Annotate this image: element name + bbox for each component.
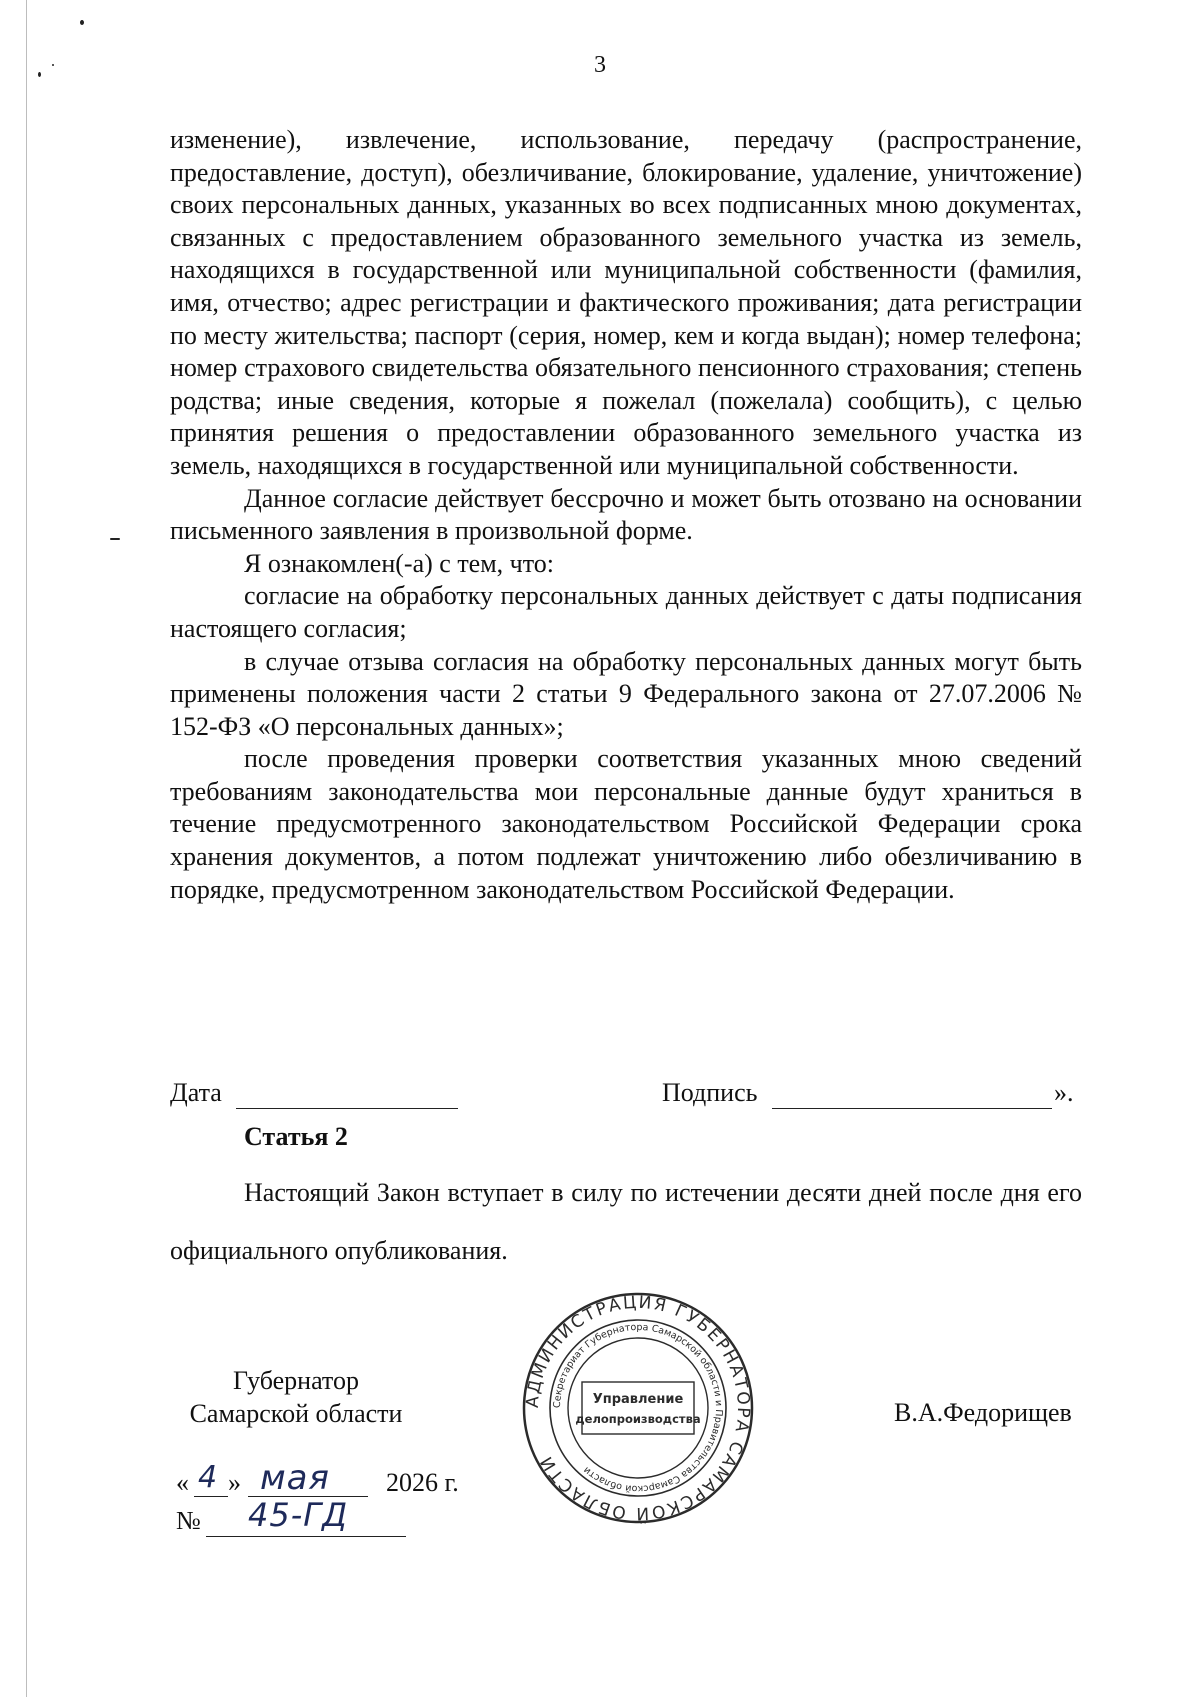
seal-outer-text: АДМИНИСТРАЦИЯ ГУБЕРНАТОРА САМАРСКОЙ ОБЛАСТИ bbox=[522, 1292, 754, 1524]
day-underline bbox=[194, 1496, 228, 1497]
paragraph: Я ознакомлен(-а) с тем, что: bbox=[244, 548, 554, 578]
signature-label: Подпись bbox=[662, 1078, 758, 1107]
scan-edge-line bbox=[26, 0, 27, 1697]
seal-center-line2: делопроизводства bbox=[575, 1412, 701, 1426]
law-number bbox=[176, 1496, 416, 1542]
seal-graphic bbox=[520, 1290, 756, 1526]
paragraph: изменение), извлечение, использование, передачу (распространение, предоставление, доступ), обезличивание, блокирование, удаление, уничтожение) своих персональных данных, указанных во всех подписанных мною документах, связанных с предоставлением образованного земельного участка из земель, находящихся в государственной или муниципальной собственности (фамилия, имя, отчество; адрес регистрации и фактического проживания; дата регистрации по месту жительства; паспорт (серия, номер, кем и когда выдан); номер телефона; номер страхового свидетельства обязательного пенсионного страхования; степень родства; иные сведения, которые я пожелал (пожелала) сообщить), с целью принятия решения о предоставлении образованного земельного участка из земель, находящихся в государственной или муниципальной собственности. bbox=[170, 125, 1082, 480]
date-open-quote: « bbox=[176, 1468, 189, 1497]
page-number: 3 bbox=[594, 52, 606, 78]
scan-speck bbox=[110, 538, 120, 540]
official-seal bbox=[520, 1290, 756, 1526]
governor-title bbox=[176, 1364, 416, 1430]
handwritten-month: мая bbox=[260, 1458, 330, 1498]
paragraph: в случае отзыва согласия на обработку персональных данных могут быть применены положения части 2 статьи 9 Федерального закона от 27.07.2006 № 152-ФЗ «О персональных данных»; bbox=[170, 646, 1082, 741]
governor-title-line2: Самарской области bbox=[189, 1399, 403, 1428]
article-title: Статья 2 bbox=[244, 1122, 348, 1151]
signature-row bbox=[170, 1078, 1082, 1118]
scan-speck bbox=[80, 20, 84, 25]
paragraph: согласие на обработку персональных данных действует с даты подписания настоящего согласия; bbox=[170, 581, 1082, 643]
date-close-quote: » bbox=[228, 1468, 241, 1497]
date-year: 2026 г. bbox=[386, 1468, 459, 1497]
signature-blank-line bbox=[772, 1108, 1052, 1109]
handwritten-number: 45-ГД bbox=[248, 1496, 349, 1534]
signer-name: В.А.Федорищев bbox=[894, 1398, 1072, 1427]
signature-closing: ». bbox=[1054, 1078, 1074, 1107]
article-paragraph: Настоящий Закон вступает в силу по истечении десяти дней после дня его официального опубликования. bbox=[170, 1178, 1082, 1265]
svg-text:Секретариат Губернатора Самарс bbox=[552, 1322, 724, 1494]
paragraph: Данное согласие действует бессрочно и может быть отозвано на основании письменного заявления в произвольной форме. bbox=[170, 483, 1082, 546]
paragraph: после проведения проверки соответствия указанных мною сведений требованиям законодательства мои персональные данные будут храниться в течение предусмотренного законодательством Российской Федерации срока хранения документов, а потом подлежат уничтожению либо обезличиванию в порядке, предусмотренном законодательством Российской Федерации. bbox=[170, 744, 1082, 904]
article-text bbox=[170, 1164, 1082, 1280]
seal-inner-text: Секретариат Губернатора Самарской области и Правительства Самарской области bbox=[551, 1321, 725, 1495]
number-symbol: № bbox=[176, 1506, 201, 1535]
governor-title-line1: Губернатор bbox=[233, 1366, 359, 1395]
seal-center-line1: Управление bbox=[592, 1392, 684, 1407]
number-underline bbox=[206, 1536, 406, 1537]
date-blank-line bbox=[236, 1108, 458, 1109]
body-text bbox=[170, 124, 1082, 906]
date-label: Дата bbox=[170, 1078, 222, 1107]
handwritten-day: 4 bbox=[198, 1460, 219, 1495]
